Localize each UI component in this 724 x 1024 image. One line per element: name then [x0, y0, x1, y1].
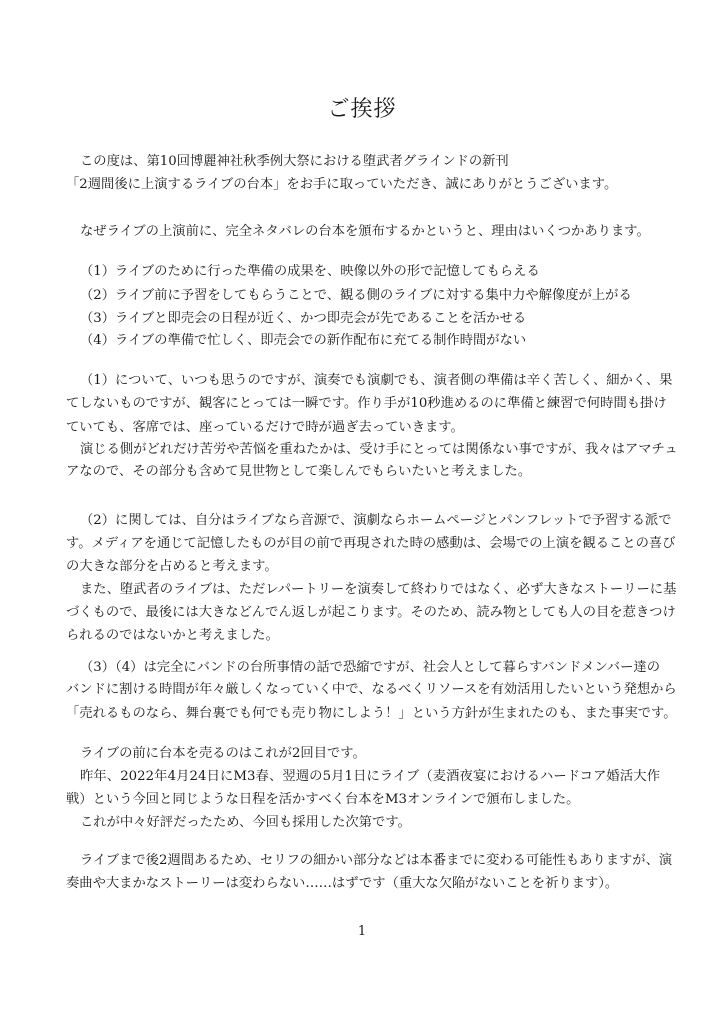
- body-line: （2）に関しては、自分はライブなら音源で、演劇ならホームページとパンフレットで予習する派で: [80, 513, 672, 528]
- body-line: （1）について、いつも思うのですが、演奏でも演劇でも、演者側の準備は辛く苦しく、細かく、果: [80, 373, 673, 388]
- body-line: 奏曲や大まかなストーリーは変わらない……はずです（重大な欠陥がないことを祈ります）。: [66, 876, 619, 891]
- body-line: ていても、客席では、座っているだけで時が過ぎ去っていきます。: [66, 420, 464, 435]
- body-line: アなので、その部分も含めて見世物として楽しんでもらいたいと考えました。: [66, 464, 532, 479]
- body-line: ライブの前に台本を売るのはこれが2回目です。: [80, 746, 366, 761]
- reason-item: （1）ライブのために行った準備の成果を、映像以外の形で記憶してもらえる: [80, 264, 540, 279]
- body-line: また、堕武者のライブは、ただレパートリーを演奏して終わりではなく、必ず大きなストーリーに基: [80, 582, 677, 597]
- reason-item: （3）ライブと即売会の日程が近く、かつ即売会が先であることを活かせる: [80, 311, 527, 326]
- body-line: これが中々好評だったため、今回も採用した次第です。: [80, 815, 411, 830]
- page-number: 1: [357, 924, 367, 939]
- body-line: バンドに割ける時間が年々厳しくなっていく中で、なるべくリソースを有効活用したいという発想から: [66, 682, 677, 697]
- reason-item: （2）ライブ前に予習をしてもらうことで、観る側のライブに対する集中力や解像度が上がる: [80, 288, 632, 303]
- body-line: 「売れるものなら、舞台裏でも何でも売り物にしよう！」という方針が生まれたのも、また事実です。: [66, 706, 677, 721]
- body-line: この度は、第10回博麗神社秋季例大祭における堕武者グラインドの新刊: [80, 154, 509, 169]
- body-line: （3）（4）は完全にバンドの台所事情の話で恐縮ですが、社会人として暮らすバンドメンバー達の: [80, 660, 660, 675]
- body-line: す。メディアを通じて記憶したものが目の前で再現された時の感動は、会場での上演を観ることの喜び: [66, 536, 676, 551]
- body-line: ライブまで後2週間あるため、セリフの細かい部分などは本番までに変わる可能性もありますが、演: [80, 853, 673, 868]
- page-title: ご挨拶: [327, 97, 397, 122]
- body-line: 昨年、2022年4月24日にM3春、翌週の5月1日にライブ（麦酒夜宴におけるハードコア婚活大作: [80, 769, 660, 784]
- body-line: の大きな部分を占めると考えます。: [66, 559, 278, 574]
- body-line: 戦）という今回と同じような日程を活かすべく台本をM3オンラインで頒布しました。: [66, 792, 580, 807]
- body-line: 「2週間後に上演するライブの台本」をお手に取っていただき、誠にありがとうございます。: [66, 177, 618, 192]
- body-line: てしないものですが、観客にとっては一瞬です。作り手が10秒進めるのに準備と練習で何時間も掛け: [66, 396, 667, 411]
- body-line: 演じる側がどれだけ苦労や苦悩を重ねたかは、受け手にとっては関係ない事ですが、我々はアマチュ: [80, 442, 678, 457]
- body-line: なぜライブの上演前に、完全ネタバレの台本を頒布するかというと、理由はいくつかあります。: [80, 224, 650, 239]
- reason-item: （4）ライブの準備で忙しく、即売会での新作配布に充てる制作時間がない: [80, 333, 527, 348]
- body-line: られるのではないかと考えました。: [66, 628, 279, 643]
- body-line: づくもので、最後には大きなどんでん返しが起こります。そのため、読み物としても人の目を惹きつけ: [66, 605, 676, 620]
